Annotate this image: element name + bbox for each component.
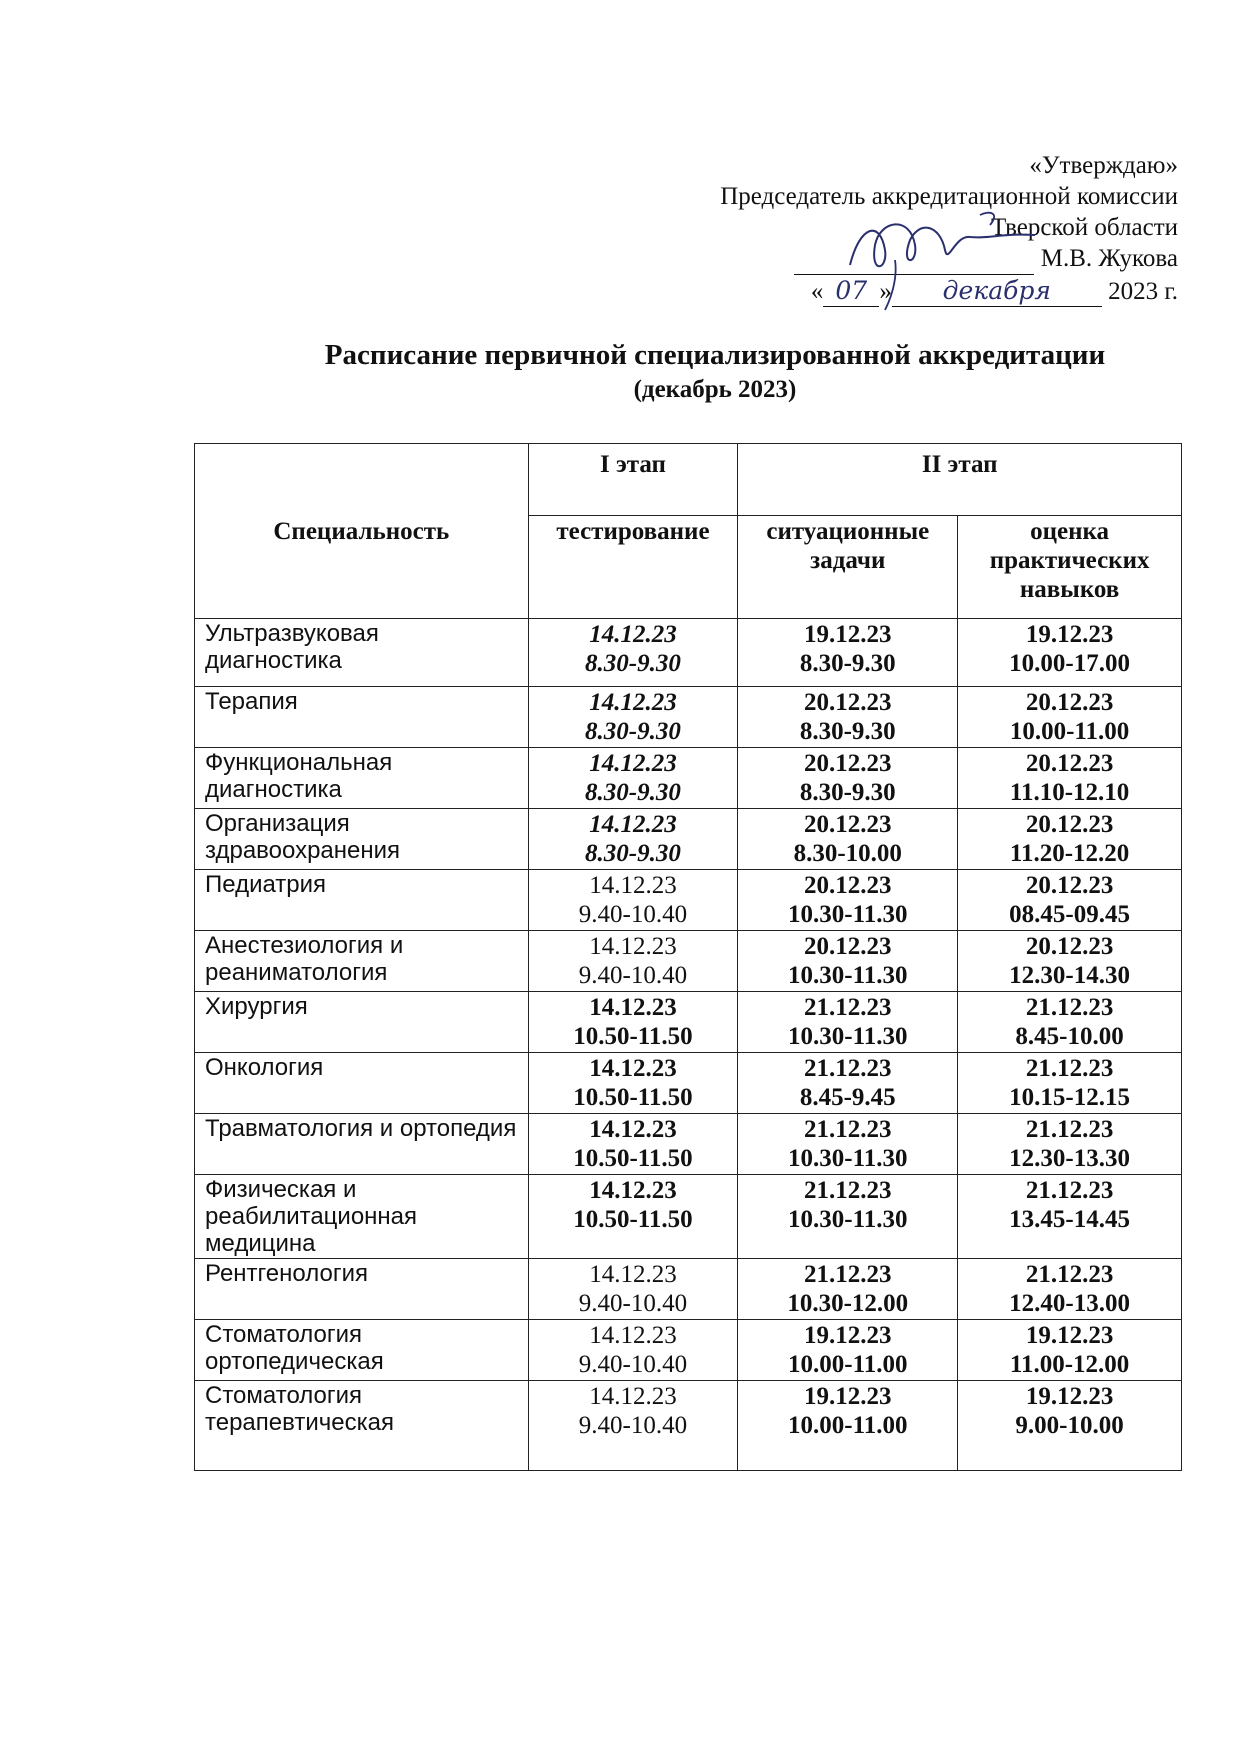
cell-time: 11.00-12.00 bbox=[1009, 1351, 1130, 1378]
cell-date: 21.12.23 bbox=[1025, 1261, 1114, 1288]
cell-time: 10.00-11.00 bbox=[788, 1351, 908, 1378]
cell-specialty: Терапия bbox=[195, 687, 529, 748]
cell-time: 11.10-12.10 bbox=[1009, 779, 1130, 806]
cell-date: 14.12.23 bbox=[589, 994, 677, 1021]
table-row bbox=[195, 1320, 1182, 1381]
table-row bbox=[195, 1259, 1182, 1320]
header-specialty: Специальность bbox=[195, 444, 529, 619]
table-row bbox=[195, 992, 1182, 1053]
cell-time: 12.30-14.30 bbox=[1009, 962, 1130, 989]
cell-time: 8.30-9.30 bbox=[799, 650, 896, 677]
approval-heading: «Утверждаю» bbox=[1029, 152, 1178, 179]
cell-skills bbox=[958, 809, 1182, 870]
cell-date: 20.12.23 bbox=[1025, 933, 1114, 960]
cell-skills bbox=[958, 619, 1182, 687]
cell-tasks bbox=[738, 687, 958, 748]
cell-date: 19.12.23 bbox=[1025, 621, 1114, 648]
table-row bbox=[195, 1381, 1182, 1471]
handwritten-signature bbox=[840, 205, 1040, 315]
cell-specialty: Анестезиология и реаниматология bbox=[195, 931, 529, 992]
cell-date: 14.12.23 bbox=[589, 750, 677, 777]
header-testing: тестирование bbox=[528, 516, 738, 619]
cell-time: 9.40-10.40 bbox=[578, 1351, 688, 1378]
cell-tasks bbox=[738, 931, 958, 992]
cell-time: 10.00-11.00 bbox=[788, 1412, 908, 1439]
cell-time: 10.50-11.50 bbox=[573, 1206, 693, 1233]
cell-tasks bbox=[738, 1381, 958, 1471]
cell-tasks bbox=[738, 1114, 958, 1175]
approval-year: 2023 г. bbox=[1108, 278, 1178, 305]
cell-testing bbox=[528, 1320, 738, 1381]
schedule-table bbox=[194, 443, 1182, 1471]
cell-testing bbox=[528, 1259, 738, 1320]
approver-name: М.В. Жукова bbox=[1040, 245, 1178, 272]
cell-date: 19.12.23 bbox=[804, 1322, 892, 1349]
cell-testing bbox=[528, 687, 738, 748]
table-row bbox=[195, 1175, 1182, 1259]
cell-time: 12.30-13.30 bbox=[1009, 1145, 1130, 1172]
cell-testing bbox=[528, 748, 738, 809]
cell-specialty: Стоматология терапевтическая bbox=[195, 1381, 529, 1471]
cell-testing bbox=[528, 809, 738, 870]
cell-date: 14.12.23 bbox=[589, 1383, 677, 1410]
cell-specialty: Педиатрия bbox=[195, 870, 529, 931]
table-row bbox=[195, 1053, 1182, 1114]
cell-tasks bbox=[738, 619, 958, 687]
cell-date: 20.12.23 bbox=[1025, 750, 1114, 777]
cell-skills bbox=[958, 1175, 1182, 1259]
header-stage-1: I этап bbox=[528, 444, 738, 516]
cell-testing bbox=[528, 1381, 738, 1471]
cell-date: 20.12.23 bbox=[804, 750, 892, 777]
cell-date: 19.12.23 bbox=[804, 1383, 892, 1410]
cell-date: 20.12.23 bbox=[804, 933, 892, 960]
cell-date: 20.12.23 bbox=[1025, 811, 1114, 838]
cell-time: 9.40-10.40 bbox=[578, 1412, 688, 1439]
cell-date: 19.12.23 bbox=[1025, 1383, 1114, 1410]
cell-date: 20.12.23 bbox=[804, 872, 892, 899]
cell-skills bbox=[958, 1259, 1182, 1320]
cell-testing bbox=[528, 619, 738, 687]
cell-date: 21.12.23 bbox=[804, 1177, 892, 1204]
table-row bbox=[195, 809, 1182, 870]
cell-specialty: Организация здравоохранения bbox=[195, 809, 529, 870]
cell-specialty: Физическая и реабилитационная медицина bbox=[195, 1175, 529, 1259]
cell-time: 13.45-14.45 bbox=[1009, 1206, 1130, 1233]
cell-time: 9.40-10.40 bbox=[578, 1290, 688, 1317]
cell-date: 20.12.23 bbox=[804, 811, 892, 838]
cell-time: 8.30-10.00 bbox=[793, 840, 902, 867]
cell-time: 10.00-11.00 bbox=[1009, 718, 1130, 745]
cell-date: 19.12.23 bbox=[1025, 1322, 1114, 1349]
cell-date: 21.12.23 bbox=[804, 1055, 892, 1082]
cell-testing bbox=[528, 1175, 738, 1259]
cell-date: 21.12.23 bbox=[804, 994, 892, 1021]
cell-time: 10.00-17.00 bbox=[1009, 650, 1130, 677]
cell-tasks bbox=[738, 809, 958, 870]
cell-specialty: Ультразвуковая диагностика bbox=[195, 619, 529, 687]
cell-time: 9.00-10.00 bbox=[1015, 1412, 1124, 1439]
cell-date: 14.12.23 bbox=[589, 1261, 677, 1288]
approval-region: Тверской области bbox=[991, 214, 1178, 241]
cell-time: 8.30-9.30 bbox=[585, 650, 681, 677]
table-row bbox=[195, 748, 1182, 809]
date-quote-close: » bbox=[879, 278, 892, 305]
cell-specialty: Травматология и ортопедия bbox=[195, 1114, 529, 1175]
cell-testing bbox=[528, 870, 738, 931]
header-tasks: ситуационные задачи bbox=[738, 516, 958, 619]
cell-time: 10.50-11.50 bbox=[573, 1145, 693, 1172]
cell-tasks bbox=[738, 748, 958, 809]
cell-date: 20.12.23 bbox=[1025, 872, 1114, 899]
table-row bbox=[195, 687, 1182, 748]
cell-date: 20.12.23 bbox=[804, 689, 892, 716]
cell-date: 19.12.23 bbox=[804, 621, 892, 648]
cell-date: 14.12.23 bbox=[589, 811, 677, 838]
page-title: Расписание первичной специализированной аккредитации bbox=[324, 339, 1106, 371]
cell-specialty: Онкология bbox=[195, 1053, 529, 1114]
cell-time: 10.30-11.30 bbox=[788, 1023, 908, 1050]
approval-month: декабря bbox=[892, 275, 1102, 307]
cell-time: 08.45-09.45 bbox=[1009, 901, 1130, 928]
cell-specialty: Хирургия bbox=[195, 992, 529, 1053]
cell-date: 21.12.23 bbox=[1025, 994, 1114, 1021]
cell-time: 9.40-10.40 bbox=[578, 901, 688, 928]
cell-date: 14.12.23 bbox=[589, 1116, 677, 1143]
date-quote-open: « bbox=[810, 278, 824, 305]
cell-time: 8.30-9.30 bbox=[585, 718, 681, 745]
cell-date: 21.12.23 bbox=[804, 1116, 892, 1143]
cell-date: 14.12.23 bbox=[589, 1322, 677, 1349]
cell-date: 14.12.23 bbox=[589, 872, 677, 899]
cell-tasks bbox=[738, 992, 958, 1053]
cell-time: 9.40-10.40 bbox=[578, 962, 688, 989]
cell-time: 8.30-9.30 bbox=[585, 779, 681, 806]
cell-date: 14.12.23 bbox=[589, 689, 677, 716]
cell-specialty: Рентгенология bbox=[195, 1259, 529, 1320]
cell-date: 14.12.23 bbox=[589, 621, 677, 648]
cell-time: 10.30-12.00 bbox=[787, 1290, 909, 1317]
cell-testing bbox=[528, 992, 738, 1053]
cell-time: 12.40-13.00 bbox=[1009, 1290, 1130, 1317]
page-subtitle: (декабрь 2023) bbox=[633, 376, 797, 403]
cell-tasks bbox=[738, 1259, 958, 1320]
cell-time: 10.30-11.30 bbox=[788, 1206, 908, 1233]
table-row bbox=[195, 1114, 1182, 1175]
cell-time: 11.20-12.20 bbox=[1009, 840, 1130, 867]
cell-time: 10.30-11.30 bbox=[788, 962, 908, 989]
cell-skills bbox=[958, 931, 1182, 992]
cell-tasks bbox=[738, 870, 958, 931]
header-row-stages bbox=[195, 444, 1182, 516]
cell-date: 14.12.23 bbox=[589, 1055, 677, 1082]
cell-specialty: Функциональная диагностика bbox=[195, 748, 529, 809]
cell-time: 8.45-10.00 bbox=[1015, 1023, 1124, 1050]
cell-time: 10.30-11.30 bbox=[788, 901, 908, 928]
cell-date: 21.12.23 bbox=[804, 1261, 892, 1288]
table-row bbox=[195, 619, 1182, 687]
cell-skills bbox=[958, 1114, 1182, 1175]
cell-tasks bbox=[738, 1320, 958, 1381]
cell-skills bbox=[958, 748, 1182, 809]
approval-day: 07 bbox=[823, 275, 879, 307]
table-row bbox=[195, 870, 1182, 931]
cell-time: 10.50-11.50 bbox=[573, 1023, 693, 1050]
cell-date: 21.12.23 bbox=[1025, 1177, 1114, 1204]
cell-specialty: Стоматология ортопедическая bbox=[195, 1320, 529, 1381]
cell-tasks bbox=[738, 1175, 958, 1259]
cell-date: 21.12.23 bbox=[1025, 1055, 1114, 1082]
cell-date: 21.12.23 bbox=[1025, 1116, 1114, 1143]
cell-time: 8.45-9.45 bbox=[799, 1084, 896, 1111]
cell-date: 14.12.23 bbox=[589, 933, 677, 960]
cell-time: 10.30-11.30 bbox=[788, 1145, 908, 1172]
cell-time: 10.15-12.15 bbox=[1009, 1084, 1130, 1111]
cell-date: 20.12.23 bbox=[1025, 689, 1114, 716]
cell-date: 14.12.23 bbox=[589, 1177, 677, 1204]
cell-skills bbox=[958, 687, 1182, 748]
header-stage-2: II этап bbox=[738, 444, 1182, 516]
cell-time: 8.30-9.30 bbox=[585, 840, 681, 867]
cell-skills bbox=[958, 1053, 1182, 1114]
approval-position: Председатель аккредитационной комиссии bbox=[720, 183, 1178, 210]
cell-testing bbox=[528, 1114, 738, 1175]
cell-time: 10.50-11.50 bbox=[573, 1084, 693, 1111]
cell-time: 8.30-9.30 bbox=[799, 718, 896, 745]
cell-testing bbox=[528, 931, 738, 992]
cell-skills bbox=[958, 1320, 1182, 1381]
cell-skills bbox=[958, 1381, 1182, 1471]
cell-time: 8.30-9.30 bbox=[799, 779, 896, 806]
cell-testing bbox=[528, 1053, 738, 1114]
header-skills: оценка практических навыков bbox=[958, 516, 1182, 619]
cell-skills bbox=[958, 992, 1182, 1053]
cell-skills bbox=[958, 870, 1182, 931]
cell-tasks bbox=[738, 1053, 958, 1114]
table-row bbox=[195, 931, 1182, 992]
